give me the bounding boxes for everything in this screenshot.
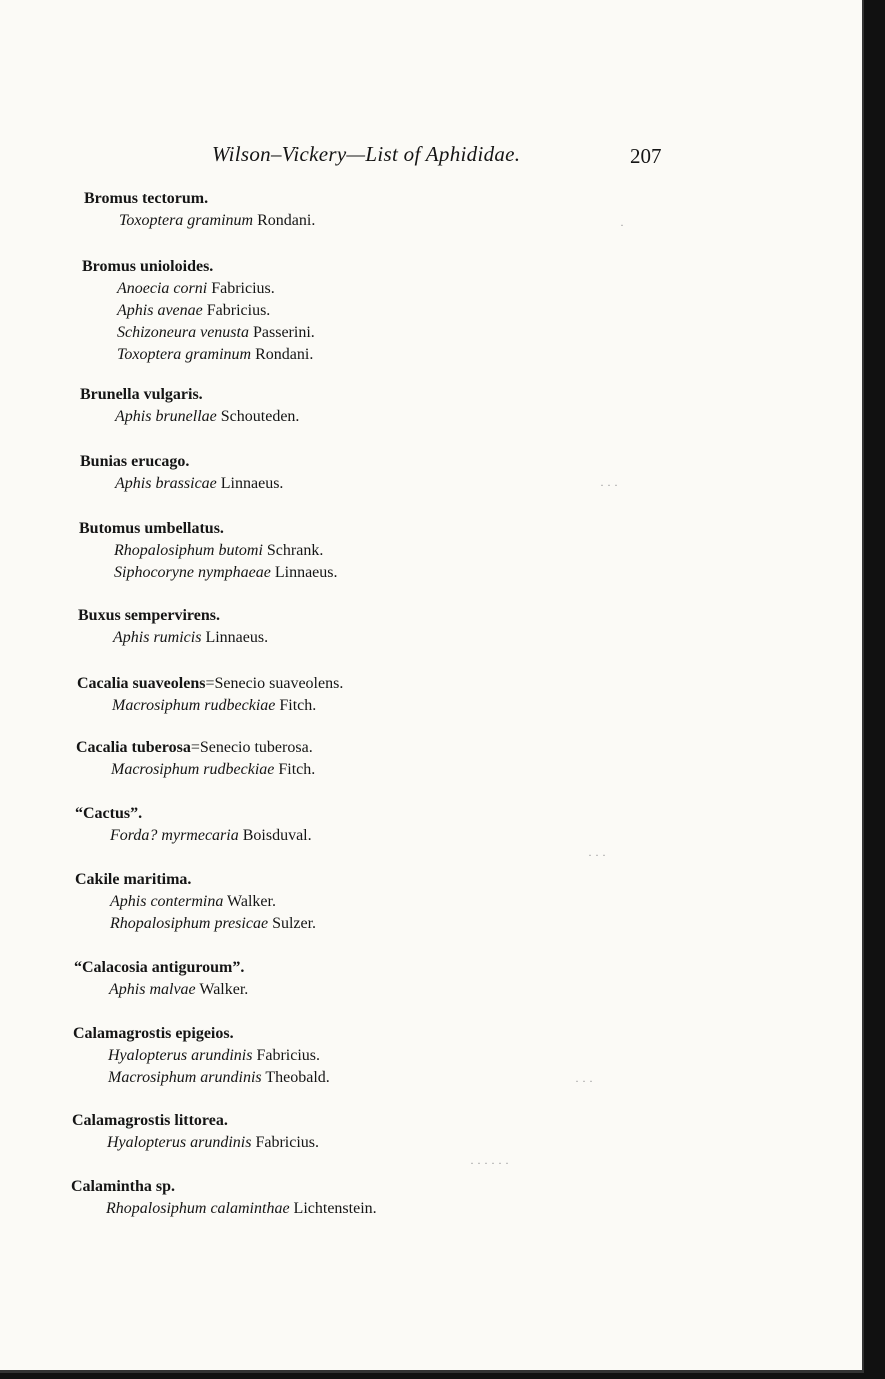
aphid-species: Aphis avenae	[117, 302, 203, 319]
host-plant-name	[79, 518, 338, 540]
aphid-species: Aphis brassicae	[115, 475, 217, 492]
host-entry	[72, 1110, 319, 1154]
aphid-species: Schizoneura venusta	[117, 324, 249, 341]
host-entry	[76, 737, 315, 781]
host-plant-name	[77, 673, 343, 695]
aphid-species: Aphis rumicis	[113, 629, 202, 646]
scan-speck: · · ·	[600, 478, 618, 492]
aphid-author: Fitch.	[278, 761, 316, 778]
aphid-line	[72, 1132, 319, 1154]
host-plant-name	[82, 256, 315, 278]
host-plant-label: Cakile maritima.	[75, 871, 192, 888]
aphid-author: Linnaeus.	[220, 475, 284, 492]
aphid-author: Schouteden.	[220, 408, 300, 425]
aphid-line	[75, 891, 316, 913]
aphid-author: Fabricius.	[255, 1134, 319, 1151]
aphid-line	[82, 278, 315, 300]
host-plant-name	[76, 737, 315, 759]
scan-speck: · · ·	[575, 1074, 593, 1088]
host-entry	[73, 1023, 330, 1089]
host-plant-label: “Calacosia antiguroum”.	[74, 959, 245, 976]
host-plant-name	[74, 957, 248, 979]
aphid-author: Rondani.	[257, 212, 316, 229]
host-entry	[74, 957, 248, 1001]
host-plant-name	[75, 869, 316, 891]
aphid-line	[79, 540, 338, 562]
aphid-species: Hyalopterus arundinis	[108, 1047, 253, 1064]
aphid-line	[71, 1198, 377, 1220]
host-entry	[78, 605, 268, 649]
aphid-line	[75, 825, 312, 847]
host-entry	[71, 1176, 377, 1220]
host-plant-name	[78, 605, 268, 627]
host-plant-synonym: =Senecio tuberosa.	[190, 739, 313, 756]
aphid-author: Lichtenstein.	[293, 1200, 377, 1217]
host-plant-label: Brunella vulgaris.	[80, 386, 203, 403]
aphid-species: Aphis contermina	[110, 893, 224, 910]
host-plant-label: Butomus umbellatus.	[79, 520, 224, 537]
aphid-species: Hyalopterus arundinis	[107, 1134, 252, 1151]
aphid-author: Theobald.	[265, 1069, 330, 1086]
host-plant-synonym: =Senecio suaveolens.	[205, 675, 344, 692]
host-plant-label: Calamagrostis epigeios.	[73, 1025, 234, 1042]
scan-speck: · · · · · ·	[470, 1156, 509, 1170]
aphid-line	[77, 695, 343, 717]
host-plant-label: Buxus sempervirens.	[78, 607, 220, 624]
aphid-author: Passerini.	[252, 324, 315, 341]
host-plant-label: Bromus unioloides.	[82, 258, 214, 275]
host-entry	[79, 518, 338, 584]
host-entry	[75, 803, 312, 847]
aphid-line	[82, 344, 315, 366]
aphid-species: Forda? myrmecaria	[110, 827, 239, 844]
aphid-line	[82, 300, 315, 322]
host-plant-label: Calamintha sp.	[71, 1178, 176, 1195]
host-plant-label: Calamagrostis littorea.	[72, 1112, 228, 1129]
host-plant-name	[84, 188, 315, 210]
scan-speck: ·	[620, 218, 624, 232]
aphid-line	[84, 210, 315, 232]
aphid-species: Aphis brunellae	[115, 408, 217, 425]
host-plant-label: Bunias erucago.	[80, 453, 190, 470]
aphid-author: Schrank.	[266, 542, 324, 559]
host-entry	[77, 673, 343, 717]
aphid-line	[73, 1045, 330, 1067]
host-entry	[80, 451, 283, 495]
aphid-author: Walker.	[199, 981, 249, 998]
host-entry	[75, 869, 316, 935]
aphid-line	[74, 979, 248, 1001]
host-plant-label: Cacalia tuberosa	[76, 739, 191, 756]
host-entry	[84, 188, 315, 232]
aphid-author: Fitch.	[279, 697, 317, 714]
aphid-species: Macrosiphum rudbeckiae	[112, 697, 276, 714]
aphid-species: Rhopalosiphum calaminthae	[106, 1200, 290, 1217]
aphid-author: Boisduval.	[242, 827, 312, 844]
host-plant-name	[80, 384, 299, 406]
aphid-line	[75, 913, 316, 935]
aphid-species: Siphocoryne nymphaeae	[114, 564, 271, 581]
page-number: 207	[630, 144, 662, 168]
host-plant-name	[72, 1110, 319, 1132]
aphid-species: Rhopalosiphum butomi	[114, 542, 263, 559]
scan-speck: · · ·	[588, 848, 606, 862]
aphid-author: Sulzer.	[272, 915, 317, 932]
host-plant-label: “Cactus”.	[75, 805, 143, 822]
aphid-line	[82, 322, 315, 344]
host-plant-label: Bromus tectorum.	[84, 190, 209, 207]
aphid-line	[78, 627, 268, 649]
aphid-author: Fabricius.	[256, 1047, 320, 1064]
aphid-author: Linnaeus.	[205, 629, 269, 646]
aphid-species: Anoecia corni	[117, 280, 208, 297]
host-plant-name	[75, 803, 312, 825]
running-title: Wilson–Vickery—List of Aphididae.	[212, 142, 521, 166]
host-plant-name	[73, 1023, 330, 1045]
aphid-species: Rhopalosiphum presicae	[110, 915, 269, 932]
aphid-author: Rondani.	[255, 346, 314, 363]
host-plant-name	[71, 1176, 377, 1198]
aphid-species: Toxoptera graminum	[117, 346, 252, 363]
host-entry	[82, 256, 315, 366]
aphid-author: Fabricius.	[206, 302, 271, 319]
host-plant-label: Cacalia suaveolens	[77, 675, 206, 692]
aphid-line	[79, 562, 338, 584]
aphid-species: Toxoptera graminum	[119, 212, 254, 229]
host-plant-name	[80, 451, 283, 473]
aphid-species: Aphis malvae	[109, 981, 196, 998]
aphid-species: Macrosiphum arundinis	[108, 1069, 262, 1086]
aphid-author: Walker.	[227, 893, 276, 910]
aphid-author: Linnaeus.	[274, 564, 338, 581]
host-entry	[80, 384, 299, 428]
aphid-line	[80, 406, 299, 428]
aphid-line	[80, 473, 283, 495]
aphid-species: Macrosiphum rudbeckiae	[111, 761, 275, 778]
aphid-author: Fabricius.	[211, 280, 275, 297]
aphid-line	[76, 759, 315, 781]
aphid-line	[73, 1067, 330, 1089]
